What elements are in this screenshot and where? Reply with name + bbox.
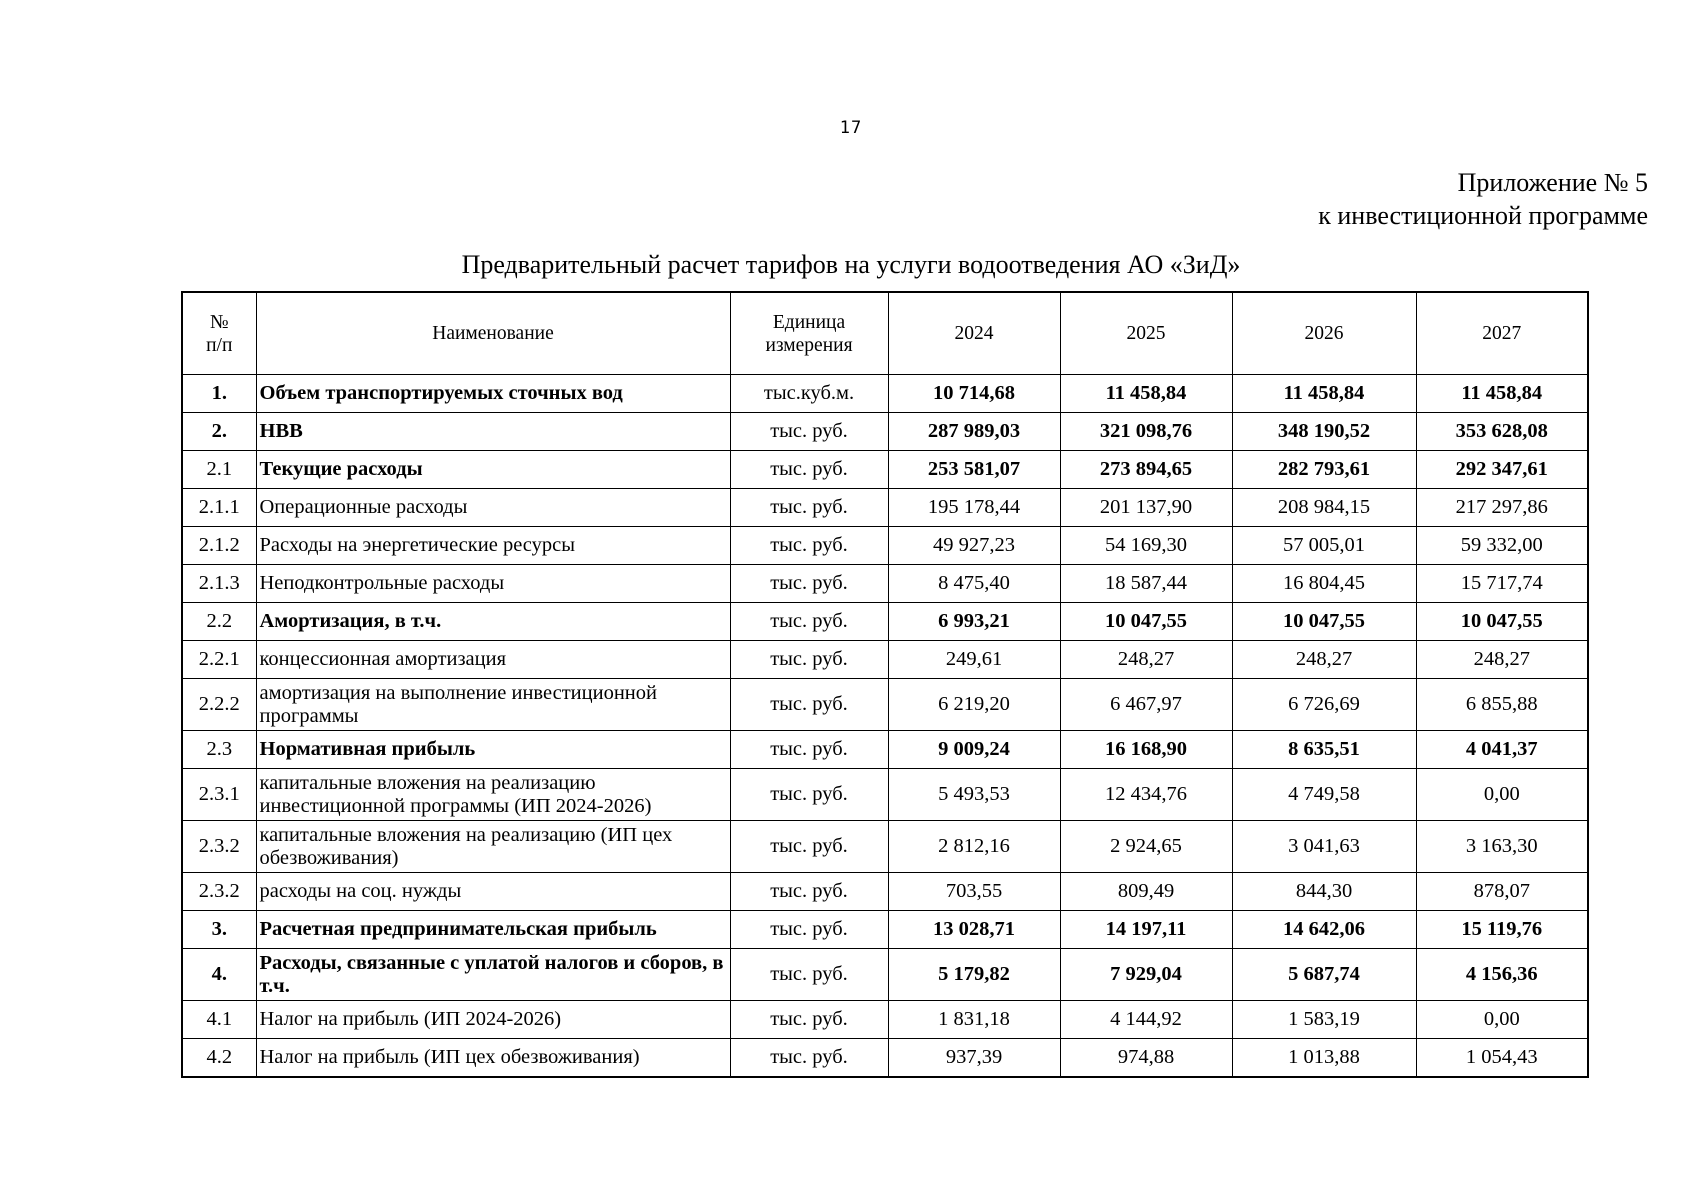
row-name: капитальные вложения на реализацию (ИП цех обезвоживания) [256,821,730,873]
header-year: 2025 [1060,292,1232,375]
row-number: 2.1.2 [182,527,256,565]
row-value-2026: 844,30 [1232,873,1416,911]
row-value-2025: 16 168,90 [1060,731,1232,769]
row-number: 2.3.2 [182,873,256,911]
row-number: 4. [182,949,256,1001]
row-value-2024: 1 831,18 [888,1001,1060,1039]
row-unit: тыс. руб. [730,1001,888,1039]
table-row [182,1039,1588,1077]
row-value-2026: 348 190,52 [1232,413,1416,451]
row-name: Операционные расходы [256,489,730,527]
table-row [182,679,1588,731]
row-value-2026: 208 984,15 [1232,489,1416,527]
row-unit: тыс. руб. [730,489,888,527]
row-value-2027: 292 347,61 [1416,451,1588,489]
row-value-2025: 14 197,11 [1060,911,1232,949]
row-value-2026: 10 047,55 [1232,603,1416,641]
row-value-2027: 15 717,74 [1416,565,1588,603]
row-value-2027: 59 332,00 [1416,527,1588,565]
row-value-2027: 353 628,08 [1416,413,1588,451]
table-row [182,821,1588,873]
row-value-2025: 10 047,55 [1060,603,1232,641]
row-value-2024: 6 219,20 [888,679,1060,731]
row-value-2024: 8 475,40 [888,565,1060,603]
header-number-line-2: п/п [206,334,233,356]
table-row [182,873,1588,911]
row-value-2024: 253 581,07 [888,451,1060,489]
row-value-2025: 809,49 [1060,873,1232,911]
row-value-2025: 248,27 [1060,641,1232,679]
header-year: 2026 [1232,292,1416,375]
table-row [182,731,1588,769]
row-value-2026: 1 583,19 [1232,1001,1416,1039]
row-value-2024: 2 812,16 [888,821,1060,873]
row-value-2025: 11 458,84 [1060,375,1232,413]
row-value-2026: 1 013,88 [1232,1039,1416,1077]
row-number: 2.1 [182,451,256,489]
appendix-line-1: Приложение № 5 [1457,168,1648,197]
row-value-2025: 4 144,92 [1060,1001,1232,1039]
row-name: НВВ [256,413,730,451]
row-value-2025: 12 434,76 [1060,769,1232,821]
row-value-2027: 15 119,76 [1416,911,1588,949]
row-number: 2.3.2 [182,821,256,873]
row-unit: тыс. руб. [730,641,888,679]
row-value-2027: 4 041,37 [1416,731,1588,769]
row-value-2025: 54 169,30 [1060,527,1232,565]
row-value-2025: 273 894,65 [1060,451,1232,489]
row-name: Налог на прибыль (ИП 2024-2026) [256,1001,730,1039]
row-number: 2.1.3 [182,565,256,603]
row-value-2027: 217 297,86 [1416,489,1588,527]
row-value-2026: 11 458,84 [1232,375,1416,413]
row-unit: тыс. руб. [730,1039,888,1077]
row-value-2024: 249,61 [888,641,1060,679]
row-unit: тыс. руб. [730,413,888,451]
row-number: 4.1 [182,1001,256,1039]
row-name: Налог на прибыль (ИП цех обезвоживания) [256,1039,730,1077]
row-value-2024: 937,39 [888,1039,1060,1077]
row-unit: тыс. руб. [730,873,888,911]
tariff-table [181,291,1589,1078]
header-year: 2027 [1416,292,1588,375]
row-name: Объем транспортируемых сточных вод [256,375,730,413]
row-value-2024: 13 028,71 [888,911,1060,949]
row-value-2027: 0,00 [1416,769,1588,821]
table-row [182,375,1588,413]
header-year: 2024 [888,292,1060,375]
table-row [182,451,1588,489]
row-value-2026: 248,27 [1232,641,1416,679]
page-number: 17 [839,118,863,138]
row-unit: тыс. руб. [730,911,888,949]
row-value-2027: 11 458,84 [1416,375,1588,413]
row-name: Нормативная прибыль [256,731,730,769]
row-number: 2.3.1 [182,769,256,821]
row-name: Неподконтрольные расходы [256,565,730,603]
row-number: 2.2.2 [182,679,256,731]
row-name: Расчетная предпринимательская прибыль [256,911,730,949]
row-value-2027: 4 156,36 [1416,949,1588,1001]
row-unit: тыс. руб. [730,731,888,769]
row-name: амортизация на выполнение инвестиционной программы [256,679,730,731]
row-name: Расходы на энергетические ресурсы [256,527,730,565]
row-value-2027: 1 054,43 [1416,1039,1588,1077]
row-value-2024: 5 493,53 [888,769,1060,821]
row-value-2025: 7 929,04 [1060,949,1232,1001]
row-name: расходы на соц. нужды [256,873,730,911]
row-value-2027: 878,07 [1416,873,1588,911]
row-unit: тыс. руб. [730,603,888,641]
row-value-2025: 6 467,97 [1060,679,1232,731]
document-title: Предварительный расчет тарифов на услуги водоотведения АО «ЗиД» [461,250,1241,279]
row-value-2026: 5 687,74 [1232,949,1416,1001]
row-value-2024: 49 927,23 [888,527,1060,565]
row-value-2024: 9 009,24 [888,731,1060,769]
row-value-2024: 703,55 [888,873,1060,911]
row-value-2026: 4 749,58 [1232,769,1416,821]
row-value-2026: 6 726,69 [1232,679,1416,731]
row-number: 4.2 [182,1039,256,1077]
row-number: 1. [182,375,256,413]
table-row [182,527,1588,565]
table-row [182,603,1588,641]
table-body [182,375,1588,1077]
row-value-2027: 3 163,30 [1416,821,1588,873]
row-unit: тыс. руб. [730,679,888,731]
row-unit: тыс. руб. [730,949,888,1001]
table-row [182,565,1588,603]
row-unit: тыс. руб. [730,527,888,565]
row-value-2026: 16 804,45 [1232,565,1416,603]
row-number: 3. [182,911,256,949]
row-value-2027: 248,27 [1416,641,1588,679]
row-value-2027: 10 047,55 [1416,603,1588,641]
row-value-2024: 287 989,03 [888,413,1060,451]
header-unit-line-2: измерения [765,334,853,356]
table-row [182,911,1588,949]
header-number-line-1: № [209,311,229,333]
appendix-caption [1318,166,1648,232]
row-number: 2.2 [182,603,256,641]
row-value-2026: 14 642,06 [1232,911,1416,949]
row-value-2025: 974,88 [1060,1039,1232,1077]
row-unit: тыс. руб. [730,821,888,873]
row-value-2025: 201 137,90 [1060,489,1232,527]
row-value-2024: 6 993,21 [888,603,1060,641]
row-value-2026: 3 041,63 [1232,821,1416,873]
row-value-2024: 195 178,44 [888,489,1060,527]
table-row [182,489,1588,527]
table-header-row [182,292,1588,375]
table-row [182,769,1588,821]
row-name: капитальные вложения на реализацию инвестиционной программы (ИП 2024-2026) [256,769,730,821]
table-row [182,949,1588,1001]
row-name: концессионная амортизация [256,641,730,679]
row-number: 2.1.1 [182,489,256,527]
row-value-2024: 10 714,68 [888,375,1060,413]
row-value-2027: 6 855,88 [1416,679,1588,731]
row-unit: тыс. руб. [730,769,888,821]
row-unit: тыс. руб. [730,565,888,603]
row-value-2025: 18 587,44 [1060,565,1232,603]
row-unit: тыс.куб.м. [730,375,888,413]
header-unit [730,292,888,375]
row-value-2025: 2 924,65 [1060,821,1232,873]
row-unit: тыс. руб. [730,451,888,489]
row-name: Амортизация, в т.ч. [256,603,730,641]
header-name: Наименование [256,292,730,375]
header-number [182,292,256,375]
table-row [182,1001,1588,1039]
row-number: 2.2.1 [182,641,256,679]
row-name: Текущие расходы [256,451,730,489]
header-unit-line-1: Единица [772,311,846,333]
row-value-2026: 282 793,61 [1232,451,1416,489]
row-number: 2. [182,413,256,451]
table-row [182,413,1588,451]
row-value-2025: 321 098,76 [1060,413,1232,451]
appendix-line-2: к инвестиционной программе [1318,201,1648,230]
row-value-2026: 8 635,51 [1232,731,1416,769]
table-row [182,641,1588,679]
row-value-2026: 57 005,01 [1232,527,1416,565]
row-value-2027: 0,00 [1416,1001,1588,1039]
row-value-2024: 5 179,82 [888,949,1060,1001]
row-name: Расходы, связанные с уплатой налогов и сборов, в т.ч. [256,949,730,1001]
row-number: 2.3 [182,731,256,769]
